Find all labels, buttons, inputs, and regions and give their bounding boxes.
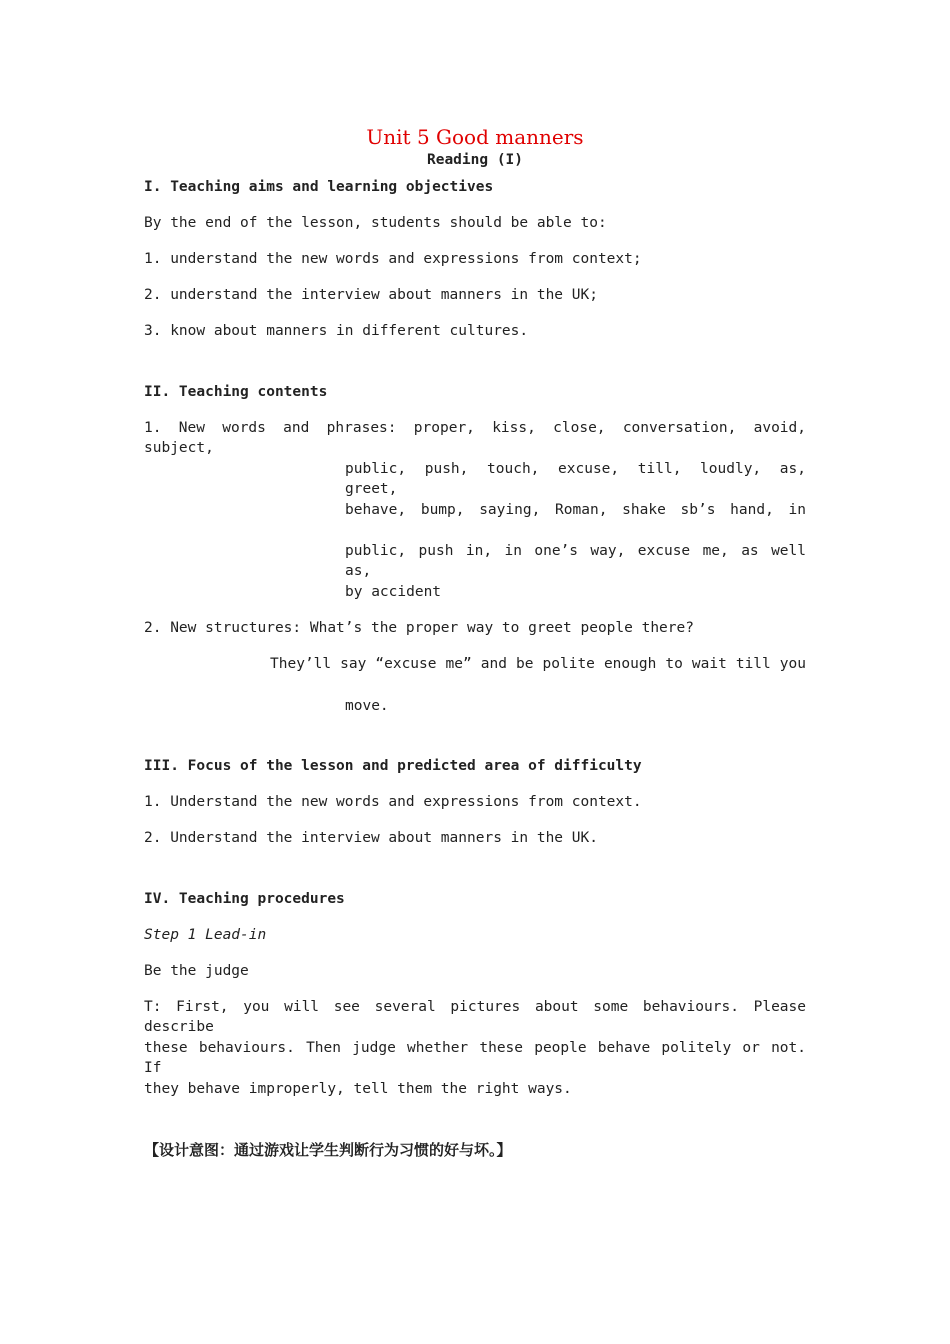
page-subtitle: Reading (I) <box>426 152 524 168</box>
design-note: 【设计意图：通过游戏让学生判断行为习惯的好与坏。】 <box>144 1141 512 1159</box>
page-title: Unit 5 Good manners <box>366 125 584 149</box>
aims-item: 1. understand the new words and expressions from context; <box>144 251 642 267</box>
section-heading-contents: II. Teaching contents <box>144 384 328 400</box>
step-label: Step 1 Lead-in <box>144 927 267 943</box>
words-line: by accident <box>345 584 442 600</box>
structures-line: They’ll say “excuse me” and be polite enough to wait till you <box>270 656 806 672</box>
section-heading-aims: I. Teaching aims and learning objectives <box>144 179 494 195</box>
activity-name: Be the judge <box>144 963 249 979</box>
aims-item: 3. know about manners in different cultures. <box>144 323 529 339</box>
section-heading-focus: III. Focus of the lesson and predicted area of difficulty <box>144 758 642 774</box>
words-line: public, push in, in one’s way, excuse me, as well as, <box>345 543 806 579</box>
structures-line: move. <box>345 698 389 714</box>
aims-intro: By the end of the lesson, students should be able to: <box>144 215 607 231</box>
focus-item: 2. Understand the interview about manners in the UK. <box>144 830 598 846</box>
structures-line: 2. New structures: What’s the proper way to greet people there? <box>144 620 694 636</box>
section-heading-procedures: IV. Teaching procedures <box>144 891 345 907</box>
teacher-line: they behave improperly, tell them the right ways. <box>144 1081 572 1097</box>
teacher-line: these behaviours. Then judge whether these people behave politely or not. If <box>144 1040 806 1076</box>
words-line: 1. New words and phrases: proper, kiss, close, conversation, avoid, subject, <box>144 420 806 456</box>
words-line: public, push, touch, excuse, till, loudly, as, greet, <box>345 461 806 497</box>
focus-item: 1. Understand the new words and expressions from context. <box>144 794 642 810</box>
aims-item: 2. understand the interview about manners in the UK; <box>144 287 598 303</box>
words-line: behave, bump, saying, Roman, shake sb’s hand, in <box>345 502 806 518</box>
teacher-line: T: First, you will see several pictures about some behaviours. Please describe <box>144 999 806 1035</box>
